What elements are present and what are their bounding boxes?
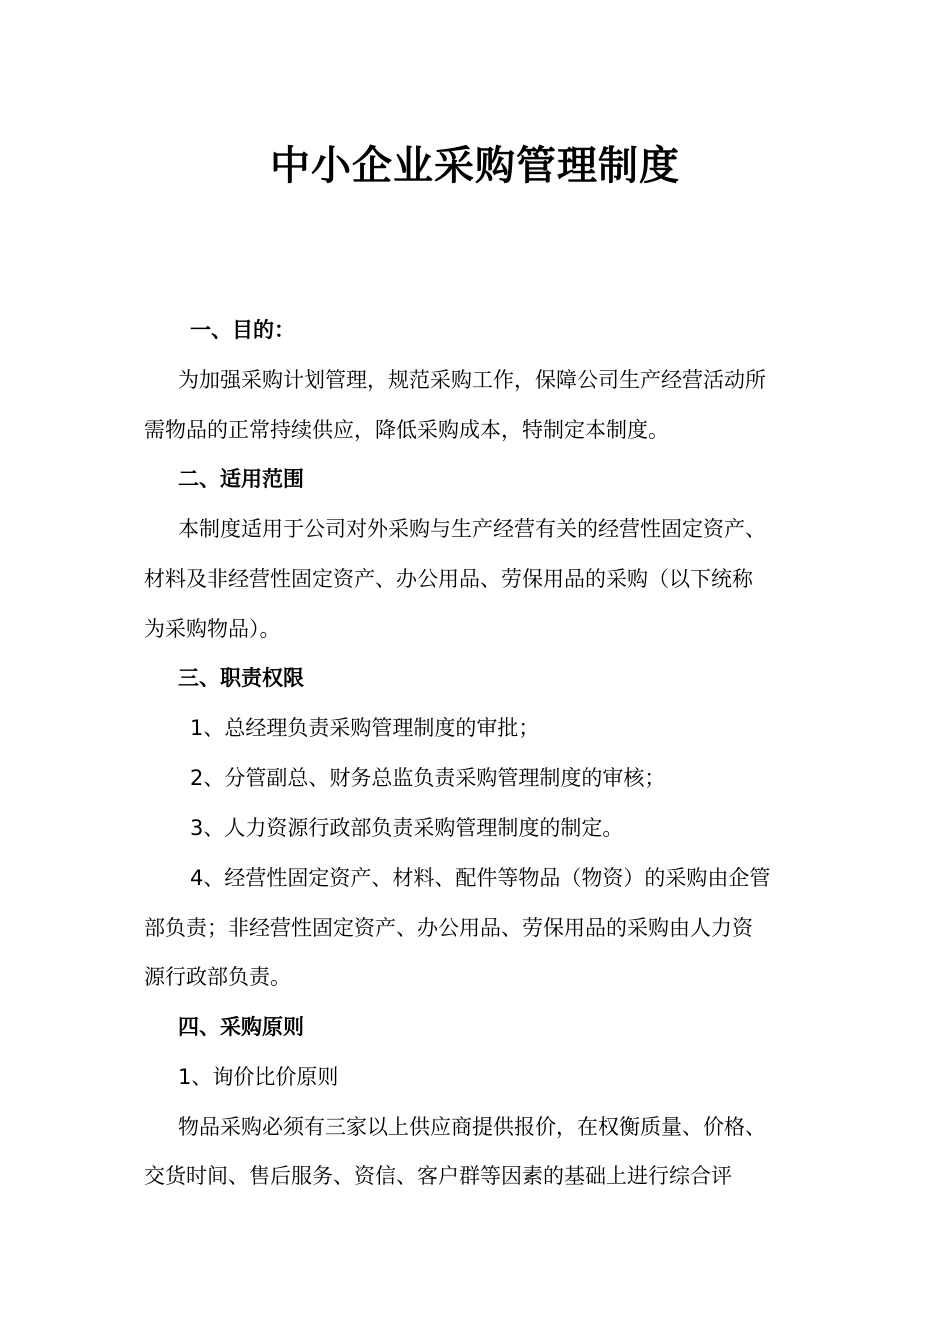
paragraph-line: 为加强采购计划管理，规范采购工作，保障公司生产经营活动所 — [178, 368, 766, 392]
paragraph-line: 本制度适用于公司对外采购与生产经营有关的经营性固定资产、 — [178, 517, 766, 541]
paragraph-line: 源行政部负责。 — [144, 965, 291, 989]
section-heading-responsibilities: 三、职责权限 — [178, 666, 304, 690]
section-heading-principles: 四、采购原则 — [178, 1015, 304, 1039]
list-item: 4、经营性固定资产、材料、配件等物品（物资）的采购由企管 — [190, 866, 771, 890]
paragraph-line: 物品采购必须有三家以上供应商提供报价，在权衡质量、价格、 — [178, 1115, 766, 1139]
paragraph-line: 材料及非经营性固定资产、办公用品、劳保用品的采购（以下统称 — [144, 567, 753, 591]
paragraph-line: 为采购物品）。 — [144, 617, 281, 641]
list-item: 2、分管副总、财务总监负责采购管理制度的审核； — [190, 766, 666, 790]
section-heading-purpose: 一、目的： — [190, 318, 295, 342]
list-item: 3、人力资源行政部负责采购管理制度的制定。 — [190, 816, 624, 840]
document-title: 中小企业采购管理制度 — [270, 143, 680, 189]
paragraph-line: 部负责；非经营性固定资产、办公用品、劳保用品的采购由人力资 — [144, 916, 753, 940]
paragraph-line: 交货时间、售后服务、资信、客户群等因素的基础上进行综合评 — [144, 1164, 732, 1188]
paragraph-line: 需物品的正常持续供应，降低采购成本，特制定本制度。 — [144, 418, 669, 442]
list-item: 1、总经理负责采购管理制度的审批； — [190, 716, 540, 740]
list-item: 1、询价比价原则 — [178, 1065, 339, 1089]
section-heading-scope: 二、适用范围 — [178, 467, 304, 491]
